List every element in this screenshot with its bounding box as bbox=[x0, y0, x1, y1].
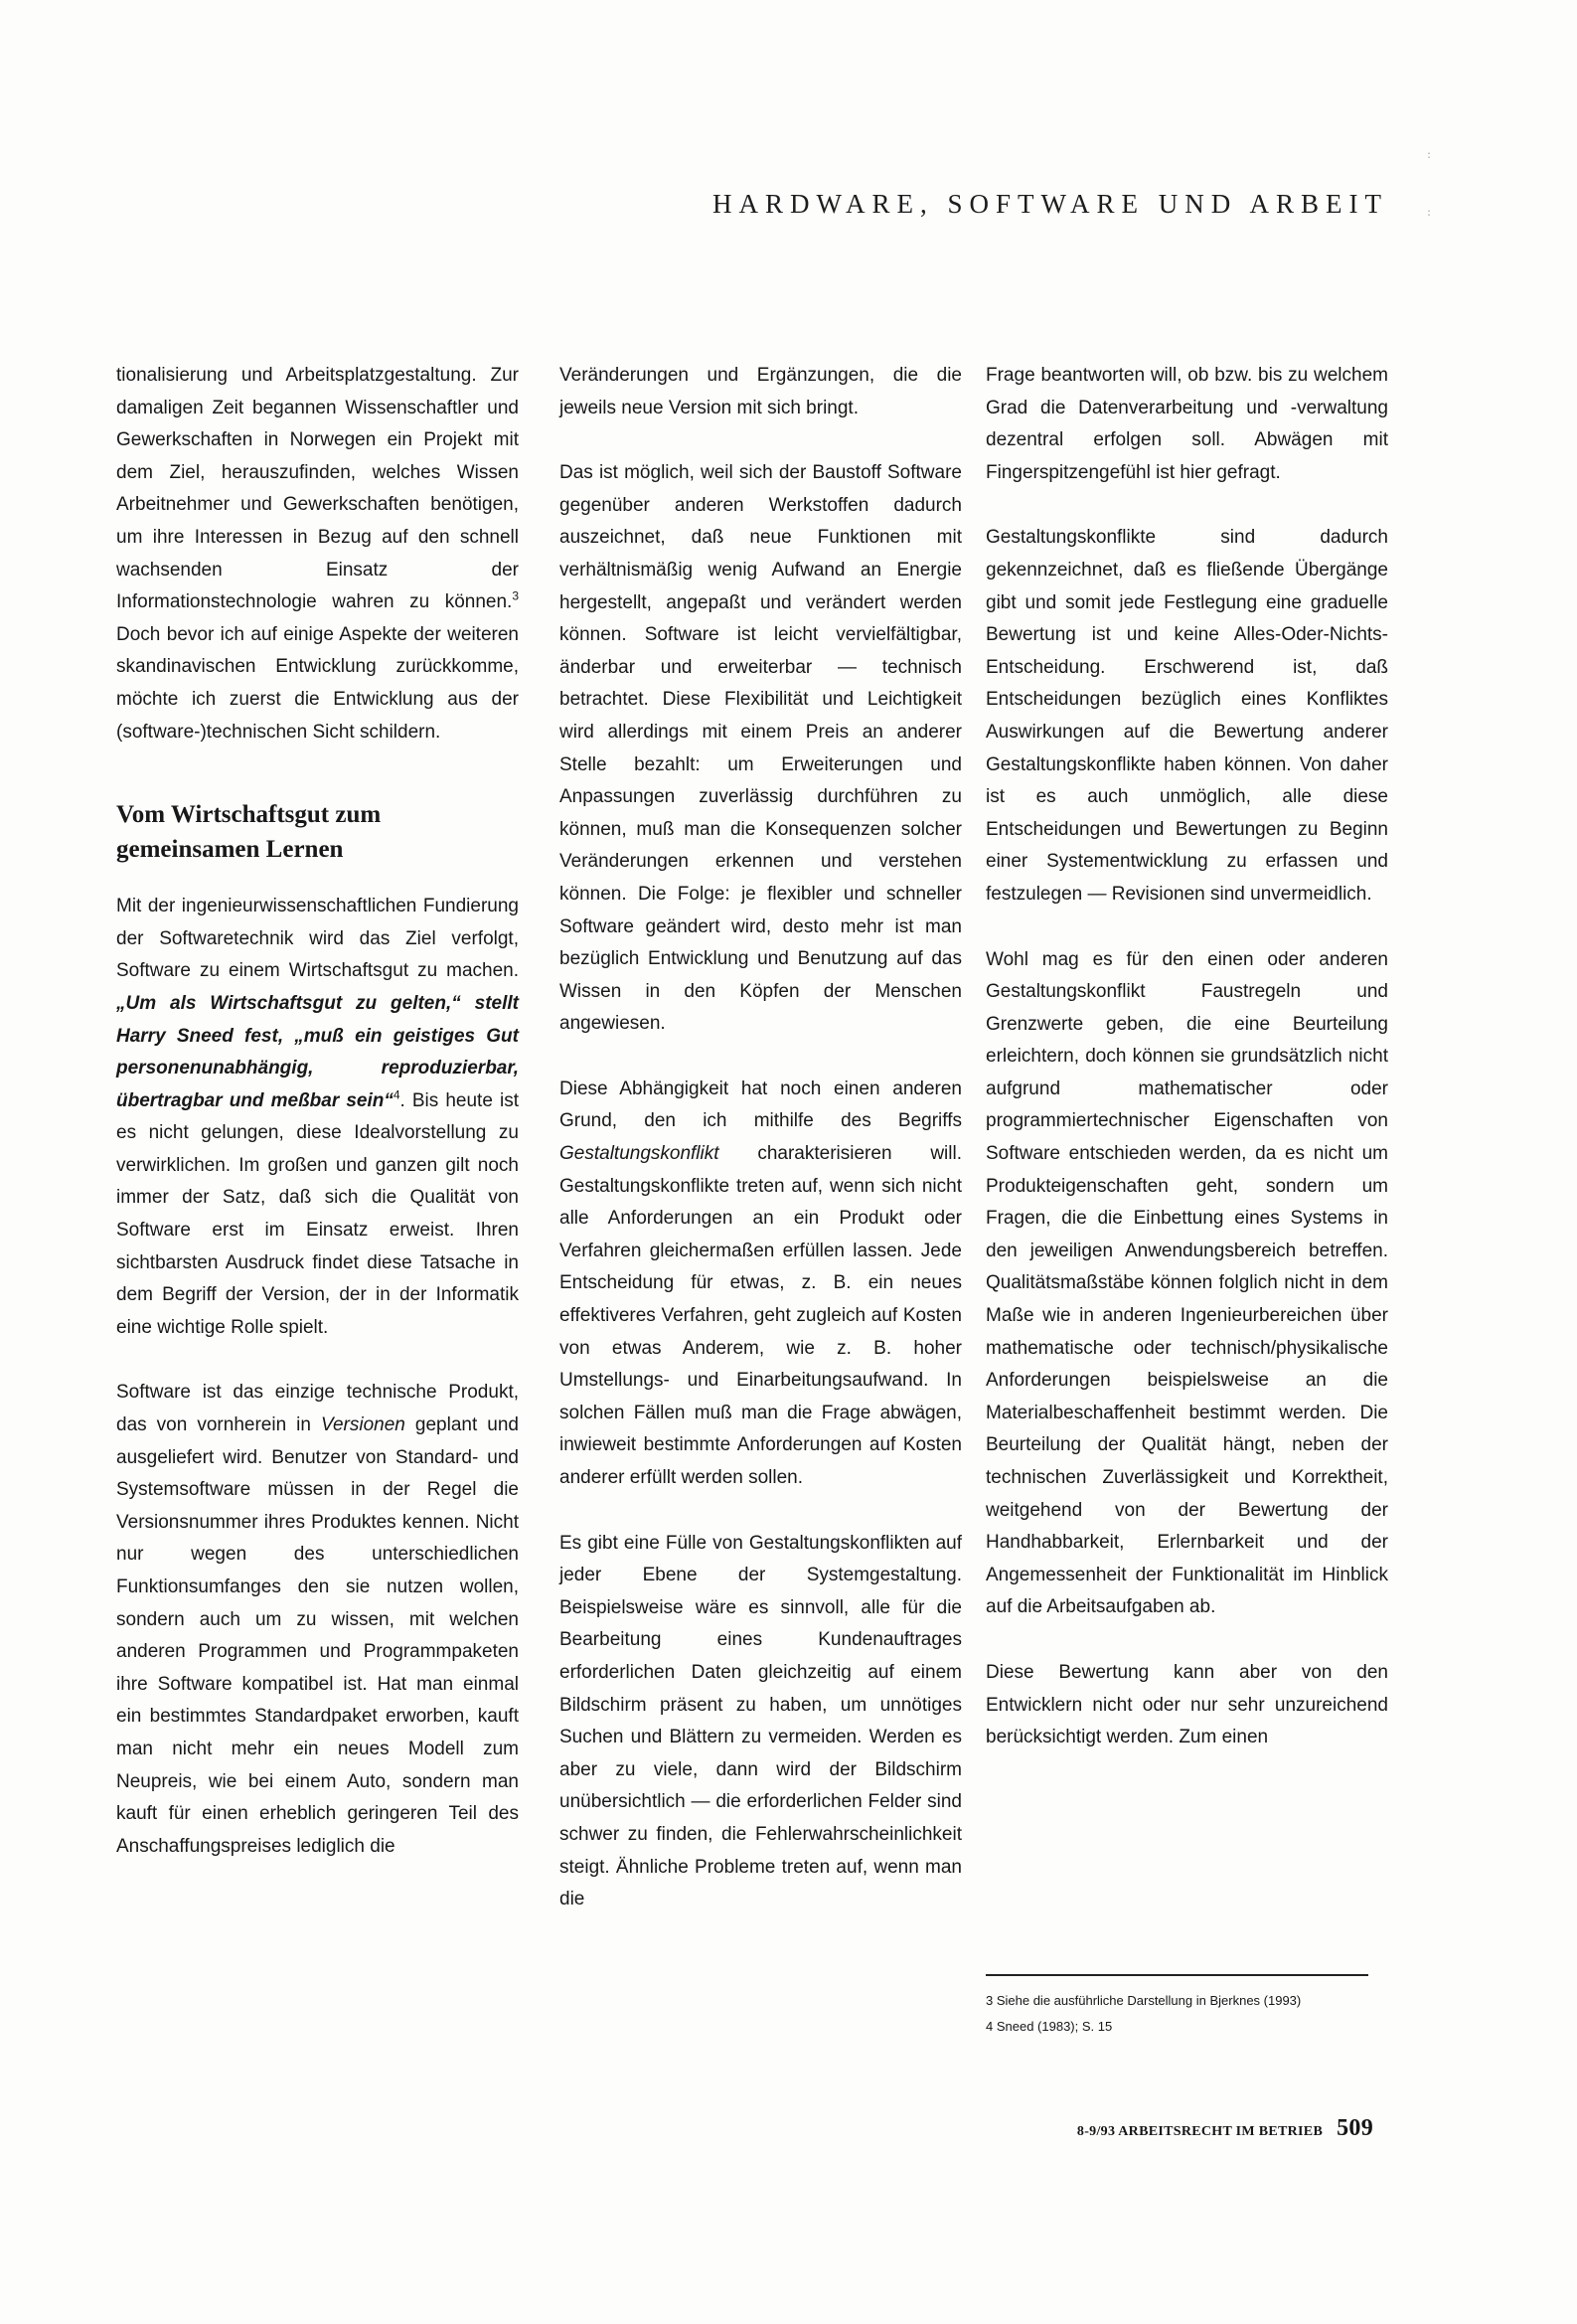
paragraph: Wohl mag es für den einen oder anderen Gestaltungskonflikt Faustregeln und Grenzwerte geben, die eine Beurteilung erleichtern, doch können sie grundsätzlich nicht aufgrund mathematischer oder programmiertechnischer Eigenschaften von Software entschieden werden, da es nicht um Produkteigenschaften geht, sondern um Fragen, die die Einbettung eines Systems in den jeweiligen Anwendungsbereich betreffen. Qualitätsmaßstäbe können folglich nicht in dem Maße wie in anderen Ingenieurbereichen über mathematische oder technisch/physikalische Anforderungen beispielsweise an die Materialbeschaffenheit bestimmt werden. Die Beurteilung der Qualität hängt, neben der technischen Zuverlässigkeit und Korrektheit, weitgehend von der Bewertung der Handhabbarkeit, Erlernbarkeit und der Angemessenheit der Funktionalität im Hinblick auf die Arbeitsaufgaben ab. bbox=[986, 948, 1388, 1618]
footnote-3: 3 Siehe die ausführliche Darstellung in Bjerknes (1993) bbox=[986, 1993, 1302, 2008]
column-3 bbox=[986, 360, 1388, 1754]
column-1 bbox=[116, 360, 519, 1863]
paragraph: Software ist das einzige technische Produkt, das von vornherein in Versionen geplant und ausgeliefert wird. Benutzer von Standard- und Systemsoftware müssen in der Regel die Versionsnummer ihres Produktes kennen. Nicht nur wegen des unterschiedlichen Funktionsumfanges den sie nutzen wollen, sondern auch um zu wissen, mit welchen anderen Programmen und Programmpaketen ihre Software kompatibel ist. Hat man einmal ein bestimmtes Standardpaket erworben, kauft man nicht mehr ein neues Modell zum Neupreis, wie bei einem Auto, sondern man kauft für einen erheblich geringeren Teil des Anschaffungspreises lediglich die bbox=[116, 1382, 519, 1857]
footnote-4: 4 Sneed (1983); S. 15 bbox=[986, 2019, 1113, 2034]
section-heading: Vom Wirtschaftsgut zum gemeinsamen Lernen bbox=[116, 801, 382, 864]
paragraph: tionalisierung und Arbeitsplatzgestaltung. Zur damaligen Zeit begannen Wissenschaftler und Gewerkschaften in Norwegen ein Projekt mit dem Ziel, herauszufinden, welches Wissen Arbeitnehmer und Gewerkschaften benötigen, um ihre Interessen in Bezug auf den schnell wachsenden Einsatz der Informationstechnologie wahren zu können.$^3$ Doch bevor ich auf einige Aspekte der weiteren skandinavischen Entwicklung zurückkomme, möchte ich zuerst die Entwicklung aus der (software-)technischen Sicht schildern. bbox=[116, 365, 519, 743]
footnote-ref: 3 bbox=[512, 588, 519, 603]
paragraph: Diese Abhängigkeit hat noch einen anderen Grund, den ich mithilfe des Begriffs Gestaltungskonflikt charakterisieren will. Gestaltungskonflikte treten auf, wenn sich nicht alle Anforderungen an ein Produkt oder Verfahren gleichermaßen erfüllen lassen. Jede Entscheidung für etwas, z. B. ein neues effektiveres Verfahren, geht zugleich auf Kosten von etwas Anderem, wie z. B. hoher Umstellungs- und Einarbeitungsaufwand. In solchen Fällen muß man die Frage abwägen, inwieweit bestimmte Anforderungen auf Kosten anderer erfüllt werden sollen. bbox=[559, 1078, 962, 1488]
paragraph: Das ist möglich, weil sich der Baustoff Software gegenüber anderen Werkstoffen dadurch auszeichnet, daß neue Funktionen mit verhältnismäßig wenig Aufwand an Energie hergestellt, angepaßt und verändert werden können. Software ist leicht vervielfältigbar, änderbar und erweiterbar — technisch betrachtet. Diese Flexibilität und Leichtigkeit wird allerdings mit einem Preis an anderer Stelle bezahlt: um Erweiterungen und Anpassungen zuverlässig durchführen zu können, muß man die Konsequenzen solcher Veränderungen erkennen und verstehen können. Die Folge: je flexibler und schneller Software geändert wird, desto mehr ist man bezüglich Entwicklung und Benutzung auf das Wissen in den Köpfen der Menschen angewiesen. bbox=[559, 462, 962, 1035]
footnotes bbox=[986, 1988, 1388, 2040]
paragraph: Es gibt eine Fülle von Gestaltungskonflikten auf jeder Ebene der Systemgestaltung. Beispielsweise wäre es sinnvoll, alle für die Bearbeitung eines Kundenauftrages erforderlichen Daten gleichzeitig auf einem Bildschirm präsent zu haben, um unnötiges Suchen und Blättern zu vermeiden. Werden es aber zu viele, dann wird der Bildschirm unübersichtlich — die erforderlichen Felder sind schwer zu finden, die Fehlerwahrscheinlichkeit steigt. Ähnliche Probleme treten auf, wenn man die bbox=[559, 1532, 962, 1910]
sneed-quote: „Um als Wirtschaftsgut zu gelten,“ stellt Harry Sneed fest, „muß ein geistiges Gut personenunabhängig, reproduzierbar, übertragbar und meßbar sein“ bbox=[116, 992, 519, 1111]
running-head: HARDWARE, SOFTWARE UND ARBEIT bbox=[711, 189, 1388, 219]
page-footer bbox=[1055, 2115, 1373, 2142]
paragraph: Diese Bewertung kann aber von den Entwicklern nicht oder nur sehr unzureichend berücksichtigt werden. Zum einen bbox=[986, 1661, 1388, 1748]
scan-mark: : bbox=[1427, 205, 1432, 219]
emphasis: Gestaltungskonflikt bbox=[559, 1143, 719, 1165]
emphasis: Versionen bbox=[321, 1414, 405, 1436]
scan-mark: : bbox=[1427, 147, 1432, 161]
paragraph: Frage beantworten will, ob bzw. bis zu welchem Grad die Datenverarbeitung und -verwaltung dezentral erfolgen soll. Abwägen mit Fingerspitzengefühl ist hier gefragt. bbox=[986, 365, 1388, 483]
issue-label: 8-9/93 ARBEITSRECHT IM BETRIEB bbox=[1076, 2124, 1324, 2139]
page-number: 509 bbox=[1337, 2115, 1373, 2141]
paragraph: Veränderungen und Ergänzungen, die die jeweils neue Version mit sich bringt. bbox=[559, 365, 962, 418]
paragraph: Mit der ingenieurwissenschaftlichen Fundierung der Softwaretechnik wird das Ziel verfolgt, Software zu einem Wirtschaftsgut zu machen. „Um als Wirtschaftsgut zu gelten,“ stellt Harry Sneed fest, „muß ein geistiges Gut personenunabhängig, reproduzierbar, übertragbar und meßbar sein“$^4$. Bis heute ist es nicht gelungen, diese Idealvorstellung zu verwirklichen. Im großen und ganzen gilt noch immer der Satz, daß sich die Qualität von Software erst im Einsatz erweist. Ihren sichtbarsten Ausdruck findet diese Tatsache in dem Begriff der Version, der in der Informatik eine wichtige Rolle spielt. bbox=[116, 896, 519, 1338]
column-2 bbox=[559, 360, 962, 1916]
footnote-ref: 4 bbox=[393, 1087, 400, 1102]
paragraph: Gestaltungskonflikte sind dadurch gekennzeichnet, daß es fließende Übergänge gibt und somit jede Festlegung eine graduelle Bewertung ist und keine Alles-Oder-Nichts-Entscheidung. Erschwerend ist, daß Entscheidungen bezüglich eines Konfliktes Auswirkungen auf die Bewertung anderer Gestaltungskonflikte haben können. Von daher ist es auch unmöglich, alle diese Entscheidungen und Bewertungen zu Beginn einer Systementwicklung zu erfassen und festzulegen — Revisionen sind unvermeidlich. bbox=[986, 527, 1388, 905]
footnote-divider bbox=[986, 1974, 1368, 1976]
